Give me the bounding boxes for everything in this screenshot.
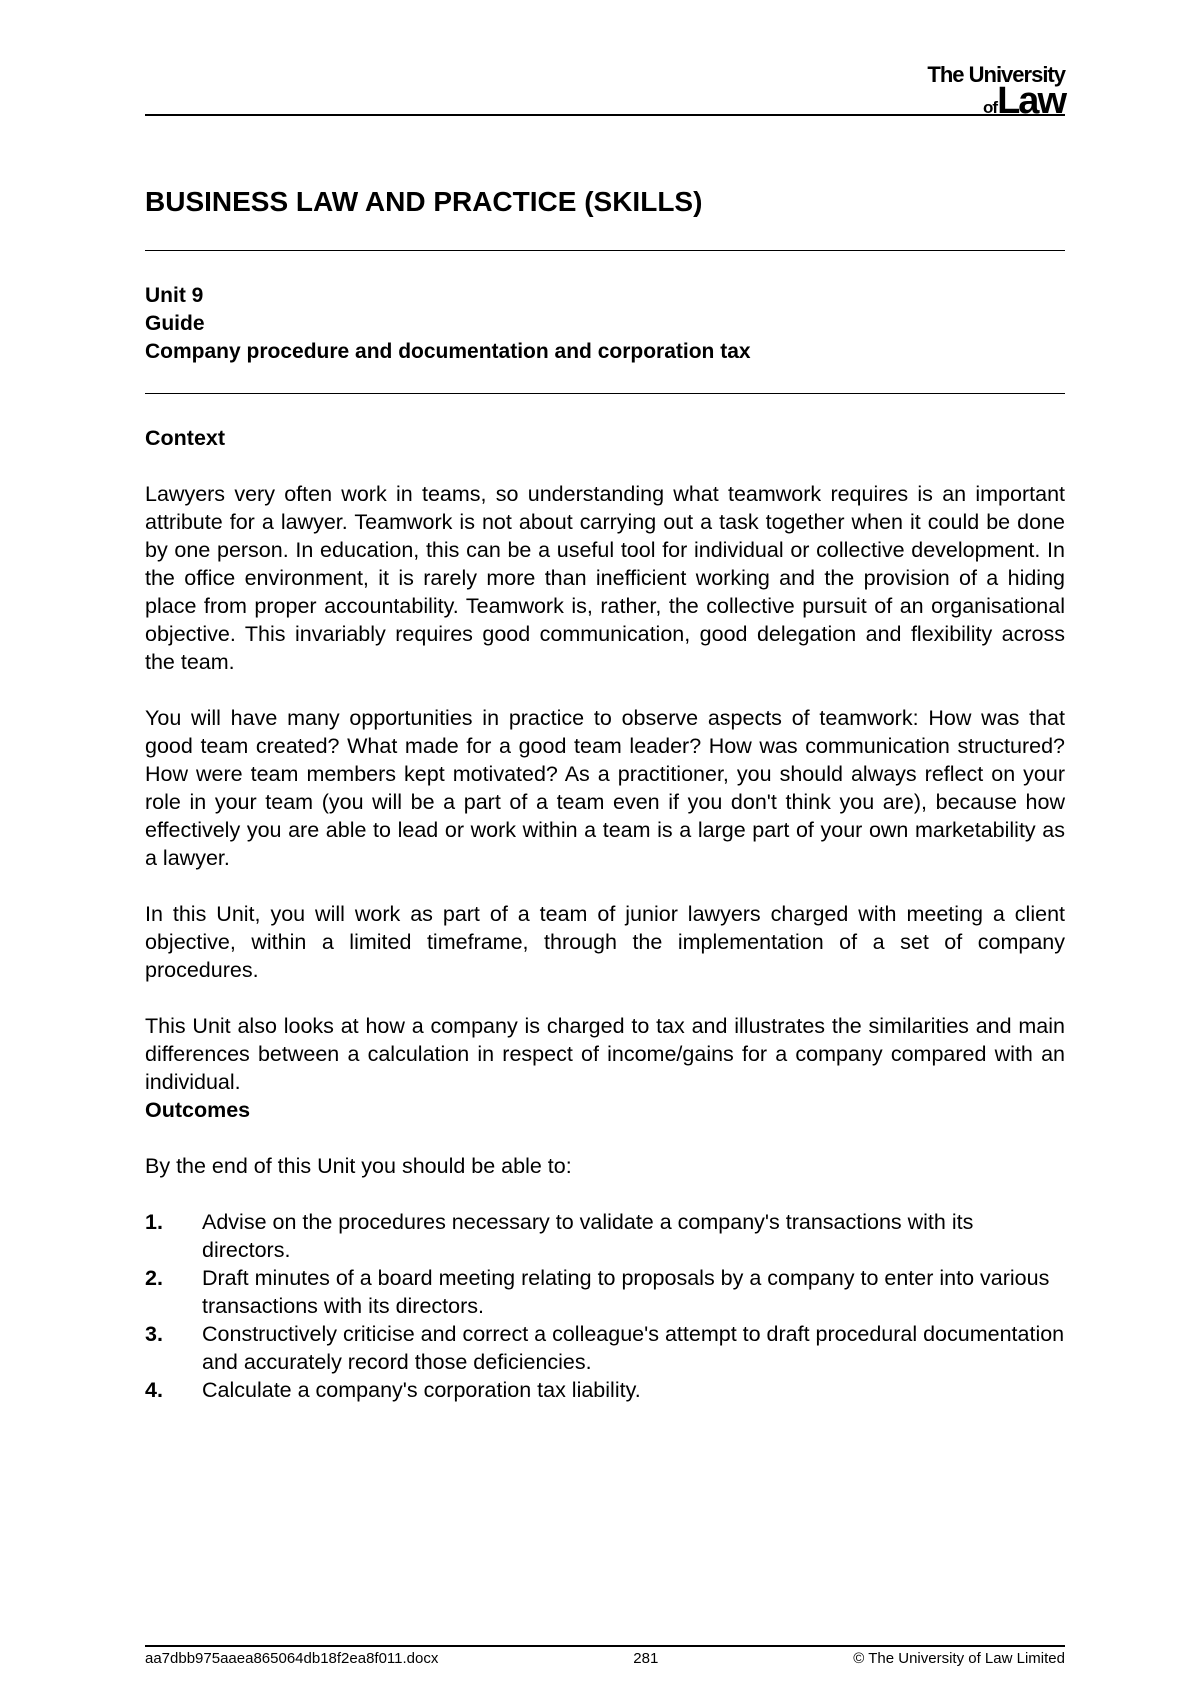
unit-subject: Company procedure and documentation and corporation tax	[145, 340, 751, 363]
outcome-item	[145, 1264, 1065, 1320]
context-paragraph-2: You will have many opportunities in practice to observe aspects of teamwork: How was that good team created? What made for a good team leader? How was communication structured? How were team members kept motivated? As a practitioner, you should always reflect on your role in your team (you will be a part of a team even if you don't think you are), because how effectively you are able to lead or work within a team is a large part of your own marketability as a lawyer.	[145, 706, 1065, 870]
unit-type: Guide	[145, 312, 205, 335]
header-divider	[145, 114, 1065, 116]
university-logo	[927, 64, 1065, 120]
outcome-text: Constructively criticise and correct a colleague's attempt to draft procedural documentation and accurately record those deficiencies.	[202, 1322, 1065, 1374]
unit-number: Unit 9	[145, 284, 204, 307]
page-footer	[145, 1650, 1065, 1667]
context-section	[145, 424, 1065, 1404]
outcome-item	[145, 1376, 1065, 1404]
unit-divider	[145, 393, 1065, 394]
context-heading: Context	[145, 426, 226, 450]
outcome-number: 2.	[145, 1266, 163, 1290]
footer-divider	[145, 1645, 1065, 1647]
outcomes-intro: By the end of this Unit you should be able to:	[145, 1154, 572, 1178]
context-paragraph-1: Lawyers very often work in teams, so understanding what teamwork requires is an important attribute for a lawyer. Teamwork is not about carrying out a task together when it could be done by one person. In education, this can be a useful tool for individual or collective development. In the office environment, it is rarely more than inefficient working and the provision of a hiding place from proper accountability. Teamwork is, rather, the collective pursuit of an organisational objective. This invariably requires good communication, good delegation and flexibility across the team.	[145, 482, 1065, 674]
footer-copyright: © The University of Law Limited	[853, 1650, 1065, 1667]
logo-of: of	[983, 98, 998, 117]
context-paragraph-4: This Unit also looks at how a company is charged to tax and illustrates the similarities and main differences between a calculation in respect of income/gains for a company compared with an individual.	[145, 1014, 1065, 1094]
unit-info	[145, 282, 751, 366]
outcome-item	[145, 1208, 1065, 1264]
outcome-number: 4.	[145, 1378, 163, 1402]
outcome-number: 1.	[145, 1210, 163, 1234]
outcomes-list	[145, 1208, 1065, 1404]
context-paragraph-3: In this Unit, you will work as part of a team of junior lawyers charged with meeting a client objective, within a limited timeframe, through the implementation of a set of company procedures.	[145, 902, 1065, 982]
footer-filename: aa7dbb975aaea865064db18f2ea8f011.docx	[145, 1650, 439, 1667]
outcome-text: Advise on the procedures necessary to validate a company's transactions with its directors.	[202, 1210, 974, 1262]
outcome-item	[145, 1320, 1065, 1376]
title-divider	[145, 250, 1065, 251]
outcome-text: Draft minutes of a board meeting relating to proposals by a company to enter into various transactions with its directors.	[202, 1266, 1050, 1318]
footer-page-number: 281	[633, 1650, 659, 1667]
document-title: BUSINESS LAW AND PRACTICE (SKILLS)	[145, 186, 703, 217]
logo-law: Law	[997, 80, 1065, 122]
logo-line1: The University	[927, 62, 1065, 87]
outcomes-heading: Outcomes	[145, 1098, 251, 1122]
outcome-text: Calculate a company's corporation tax liability.	[202, 1378, 641, 1402]
outcome-number: 3.	[145, 1322, 163, 1346]
